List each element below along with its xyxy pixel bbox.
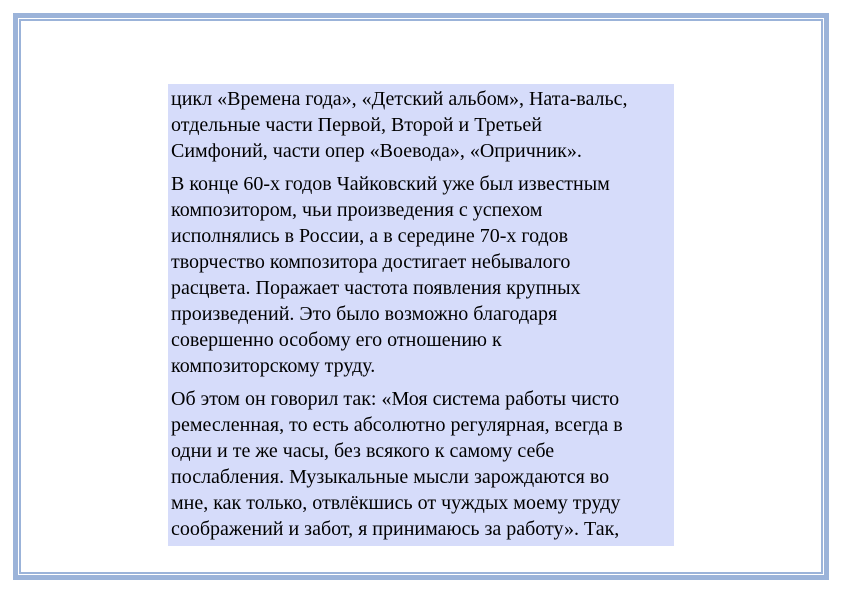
text-line: В конце 60-х годов Чайковский уже был известным	[171, 173, 610, 195]
text-line: послабления. Музыкальные мысли зарождаются во	[171, 466, 610, 488]
text-line: Симфоний, части опер «Воевода», «Опричник».	[171, 140, 582, 162]
text-line: исполнялись в России, а в середине 70-х годов	[171, 225, 569, 247]
text-line: мне, как только, отвлёкшись от чуждых моему труду	[171, 492, 621, 514]
text-line: Об этом он говорил так: «Моя система работы чисто	[171, 388, 620, 410]
text-line: произведений. Это было возможно благодаря	[171, 303, 558, 325]
text-line: соображений и забот, я принимаюсь за работу». Так,	[171, 518, 620, 540]
highlighted-text-block	[168, 84, 674, 546]
paragraph-1	[171, 86, 674, 164]
text-line: творчество композитора достигает небывалого	[171, 251, 571, 273]
text-line: композиторскому труду.	[171, 355, 376, 377]
text-line: совершенно особому его отношению к	[171, 329, 502, 351]
paragraph-3	[171, 386, 674, 542]
text-line: композитором, чьи произведения с успехом	[171, 199, 543, 221]
text-line: отдельные части Первой, Второй и Третьей	[171, 114, 542, 136]
text-line: цикл «Времена года», «Детский альбом», Ната-вальс,	[171, 88, 628, 110]
text-line: расцвета. Поражает частота появления крупных	[171, 277, 581, 299]
paragraph-2	[171, 171, 674, 379]
text-line: ремесленная, то есть абсолютно регулярная, всегда в	[171, 414, 623, 436]
text-line: одни и те же часы, без всякого к самому себе	[171, 440, 555, 462]
